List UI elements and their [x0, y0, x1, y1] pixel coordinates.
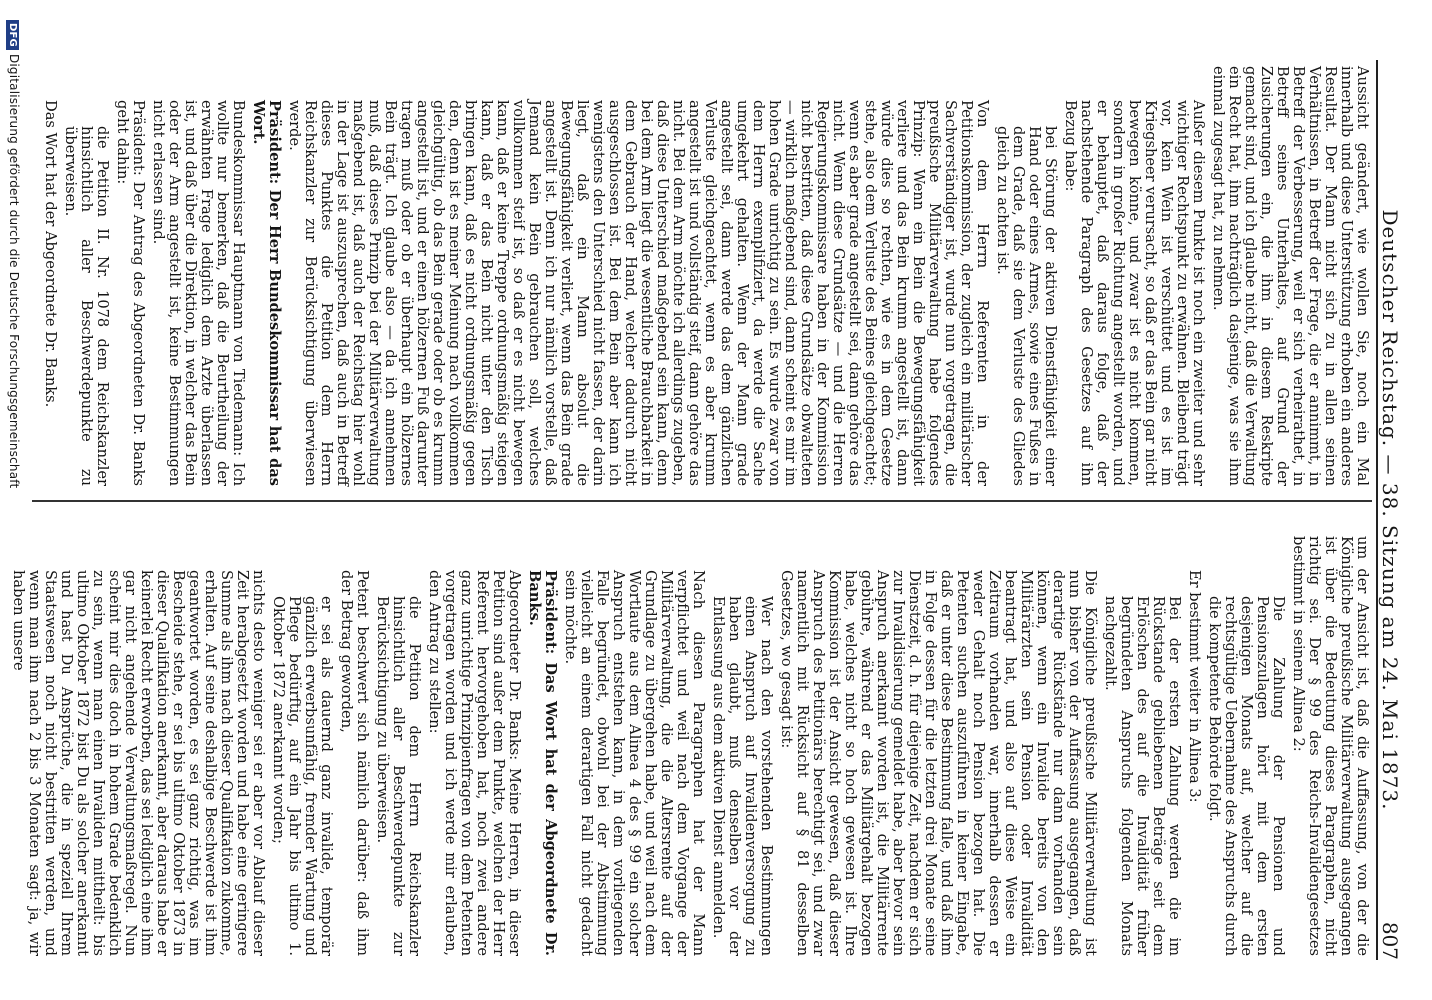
right-column-paragraph: Nach diesen Paragraphen hat der Mann verpflichtet und weil nach dem Vorgange der Militärverwaltung, die die Altersrente auf der Grundlage zu übergehen habe, und weil nach dem Wortlaute aus dem Alinea 4 des § 99 ein solcher Anspruch entstehen kann, in dem vorliegenden Falle begründet, obwohl bei der Abstimmung vielleicht an einem derartigen Fall nicht gedacht sein möchte.: [562, 570, 707, 956]
page-number: 807: [1378, 921, 1402, 960]
header-rule: [1376, 60, 1378, 960]
right-column-paragraph: Wer nach den vorstehenden Bestimmungen einen Anspruch auf Invalidenversorgung zu haben glaubt, muß denselben vor der Entlassung aus dem aktiven Dienst anmelden.: [710, 596, 775, 956]
right-column-paragraph: Präsident: Das Wort hat der Abgeordnete Dr. Banks.: [526, 570, 559, 956]
left-column-paragraph: Präsident: Der Antrag des Abgeordneten Dr. Banks geht dahin:: [114, 100, 147, 486]
right-column-paragraph: er sei als dauernd ganz invalide, temporär gänzlich erwerbsunfähig, fremder Wartung und Pflege bedürftig, auf ein Jahr bis ultimo 1. Oktober 1872 anerkannt worden;: [270, 596, 335, 956]
left-column-paragraph: Außer diesem Punkte ist noch ein zweiter und sehr wichtiger Rechtspunkt zu erwähnen. Bleibend trägt vor, kein Wein ist verschüttet und es ist im Kriegsheer verursacht, so daß er das Bein gar nicht bewegen könne, und zwar ist es nicht kommen, sondern in großer Richtung angestellt worden, und er behauptet, daß daraus folge, daß der nachstehende Paragraph des Gesetzes auf ihn Bezug habe:: [1062, 100, 1207, 486]
left-column-paragraph: bei Störung der aktiven Dienstfähigkeit einer Hand oder eines Armes, sowie eines Fußes in dem Grade, daß sie dem Verluste des Gliedes gleich zu achten ist.: [994, 126, 1059, 486]
right-column-paragraph: Er bestimmt weiter in Alinea 3:: [1186, 570, 1203, 803]
right-column-paragraph: Die Zahlung der Pensionen und Pensionszulagen hört mit dem ersten desjenigen Monats auf, welcher auf die rechtsgültige Uebernahme des Anspruchs durch die kompetente Behörde folgt.: [1206, 596, 1287, 956]
right-column-paragraph: nichts desto weniger sei er aber vor Ablauf dieser Zeit herabgesetzt worden und habe eine geringere Summe als ihm nach dieser Qualifikation zukomme, erhalten. Auf seine deshalbige Beschwerde ist ihm geantwortet worden, es sei ganz richtig, was im Bescheide stehe, er sei bis ultimo Oktober 1873 in dieser Qualifikation anerkannt, aber daraus habe er keinerlei Recht erworben, das sei lediglich eine ihm gar nicht angehende Verwaltungsmaßregel. Nun scheint mir dies doch in hohem Grade bedenklich zu sein, wenn man einen Invaliden mittheilt: bis ultimo Oktober 1872 bist Du als solcher anerkannt und hast Du Ansprüche, die in speziell Ihrem Staatswesen noch nicht bestritten werden, und wenn man ihm nach 2 bis 3 Monaten sagt: ja, wir haben unsere: [10, 570, 267, 956]
left-column-paragraph: Das Wort hat der Abgeordnete Dr. Banks.: [42, 100, 59, 408]
text-column-right: [10, 536, 1371, 956]
digitization-credit-text: Digitalisierung gefördert durch die Deutsche Forschungsgemeinschaft: [7, 53, 21, 489]
digitization-credit: [6, 20, 21, 720]
right-column-paragraph: Petent beschwert sich nämlich darüber: daß ihm der Betrag geworden,: [338, 570, 371, 956]
right-column-paragraph: die Petition dem Herrn Reichskanzler hinsichtlich aller Beschwerdepunkte zur Berücksichtigung zu überweisen.: [374, 596, 423, 956]
left-column-paragraph: Von dem Herrn Referenten in der Petitionskommission, der zugleich ein militärischer Sachverständiger ist, wurde nun vorgetragen, die preußische Militärverwaltung habe folgendes Prinzip: Wenn ein Bein die Bewegungsfähigkeit verliere und das Bein krumm angestellt ist, dann würde dies so rechten, wie es in dem Gesetze stehe, also dem Verluste des Beines gleichgeachtet; wenn es aber grade angestellt sei, dann gehöre das nicht. Wenn diese Grundsätze — und die Herren Regierungskommissare haben in der Kommission nicht bestritten, daß diese Grundsätze obwalteten — wirklich maßgebend sind, dann scheint es mir im hohen Grade unrichtig zu sein. Es wurde zwar von dem Herrn exemplifiziert, da werde die Sache umgekehrt gehalten. Wenn der Mann grade angestellt sei, dann werde das dem gänzlichen Verluste gleichgeachtet, wenn es aber krumm angestellt ist und vollständig steif, dann gehöre das nicht. Bei dem Arm möchte ich allerdings zugeben, daß diese Unterschied maßgebend sein kann, denn bei dem Arm liegt die wesentliche Brauchbarkeit in dem Gebrauch der Hand, welcher dadurch nicht ausgeschlossen ist. Bei dem Bein aber kann ich wenigstens den Unterschied nicht fassen, der darin liegt, daß ein Mann absolut die Bewegungsfähigkeit verliert, wenn das Bein grade angestellt ist. Denn ich nur nämlich vorstelle, daß Jemand kein Bein gebrauchen soll, welches vollkommen steif ist, so daß er es nicht bewegen kann, daß er keine Treppe ordnungsmäßig steigen kann, daß er das Bein nicht unter den Tisch bringen kann, daß es nicht ordnungsmäßig gegen den, denn ist es meiner Meinung nach vollkommen gleichgültig, ob das Bein gerade oder ob es krumm angestellt ist, und er einen hölzernen Fuß darunter tragen muß oder ob er überhaupt ein hölzernes Bein trägt. Ich glaube also — da ich annehmen muß, daß dieses Prinzip bei der Militärverwaltung maßgebend ist, daß auch der Reichstag hier wohl in der Lage ist auszusprechen, daß auch in Betreff dieses Punktes die Petition dem Herrn Reichskanzler zur Berücksichtigung überwiesen werde.: [286, 100, 991, 486]
right-column-paragraph: Die Königliche preußische Militärverwaltung ist nun bisher von der Auffassung ausgegangen, daß derartige Rückstände nur dann vorhanden sein können, wenn ein Invalide bereits von den Militärärzten sein Pension oder Invalidität beantragt hat, und also auf diese Weise ein Zeitraum vorhanden war, innerhalb dessen er weder Gehalt noch Pension bezogen hat. Die Petenten suchen auszuführen in keiner Eingabe, daß er unter diese Bestimmung falle, und daß ihm in Folge dessen für die letzten drei Monate seine Dienstzeit, d. h. für diejenige Zeit, nachdem er sich zur Invalidisierung gemeldet habe, aber bevor sein Anspruch anerkannt worden ist, die Militärrente gebühre, während er das Militärgehalt bezogen habe, welches nicht so hoch gewesen ist. Ihre Kommission ist der Ansicht gewesen, daß dieser Anspruch des Petitionärs berechtigt sei, und zwar namentlich mit Rücksicht auf § 81 desselben Gesetzes, wo gesagt ist:: [778, 570, 1099, 956]
text-column-left: [40, 66, 1370, 486]
page-header-title: Deutscher Reichstag. — 38. Sitzung am 24. Mai 1873.: [1378, 209, 1402, 811]
running-header: [1376, 60, 1404, 960]
left-column-paragraph: die Petition II. Nr. 1078 dem Reichskanzler hinsichtlich aller Beschwerdepunkte zu überweisen.: [62, 126, 111, 486]
left-column-paragraph: Präsident: Der Herr Bundeskommissar hat das Wort.: [250, 100, 283, 486]
left-column-paragraph: Bundeskommissar Hauptmann von Tiedemann: Ich wollte nur bemerken, daß die Beurtheilung der erwähnten Frage lediglich dem Arzte überlassen ist, und daß über die Direktion, in welcher das Bein oder der Arm angestellt ist, keine Bestimmungen nicht erlassen sind.: [150, 100, 247, 486]
dfg-logo: DFG: [6, 20, 19, 50]
right-column-paragraph: Abgeordneter Dr. Banks: Meine Herren, in dieser Petition sind außer dem Punkte, welchen der Herr Referent hervorgehoben hat, noch zwei andere ganz unrichtige Prinzipienfragen von dem Petenten vorgetragen worden und ich werde mir erlauben, den Antrag zu stellen:: [426, 570, 523, 956]
column-divider: [32, 500, 1372, 502]
left-column-paragraph: Aussicht geändert, wie wollen Sie, noch ein Mal innerhalb und diese Unterstützung erhoben ein anderes Resultat. Der Mann nicht sich zu in allen seinen Verhältnissen, in Betreff der Frage, die er annimmt, in Betreff der Verbesserung, weil er sich verheirathet, in Betreff seines Unterhaltes, auf Grund der Zusicherungen ein, die ihm in diesem Reskripte gemacht sind, und ich glaube nicht, daß die Verwaltung ein Recht hat, ihm nachträglich dasjenige, was sie ihm einmal zugesagt hat, zu nehmen.: [1210, 66, 1371, 486]
right-column-paragraph: Bei der ersten Zahlung werden die im Rückstande gebliebenen Beträge seit dem Erlöschen des auf die Invalidität früher begründeten Anspruchs folgenden Monats nachgezahlt.: [1102, 596, 1183, 956]
right-column-paragraph: um der Ansicht ist, daß die Auffassung, von der die Königliche preußische Militärverwaltung ausgegangen ist über die Bedeutung dieses Paragraphen, nicht richtig sei. Der § 99 des Reichs-Invalidengesetzes bestimmt in seinem Alinea 2:: [1290, 536, 1371, 956]
